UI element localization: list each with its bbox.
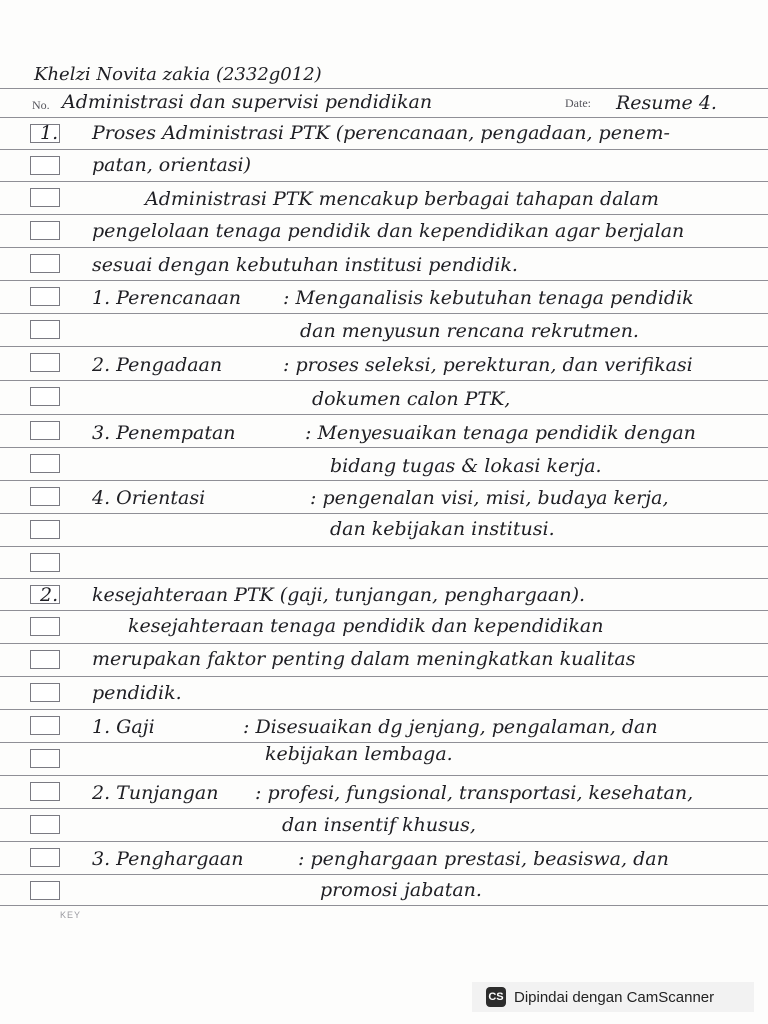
margin-checkbox <box>30 815 60 834</box>
ruled-line <box>0 610 768 611</box>
handwritten-line: pengelolaan tenaga pendidik dan kependidikan agar berjalan <box>92 220 685 242</box>
handwritten-line: Administrasi PTK mencakup berbagai tahapan dalam <box>145 188 659 210</box>
ruled-line <box>0 676 768 677</box>
ruled-line <box>0 280 768 281</box>
ruled-line <box>0 709 768 710</box>
handwritten-line: : profesi, fungsional, transportasi, kesehatan, <box>255 782 694 804</box>
handwritten-line: kebijakan lembaga. <box>265 743 453 765</box>
handwritten-line: : Menyesuaikan tenaga pendidik dengan <box>305 422 696 444</box>
handwritten-line: 4. Orientasi <box>92 487 206 509</box>
ruled-line <box>0 513 768 514</box>
camscanner-watermark <box>472 982 754 1012</box>
handwritten-line: 2. Tunjangan <box>92 782 219 804</box>
handwritten-line: 1. Gaji <box>92 716 155 738</box>
ruled-line <box>0 808 768 809</box>
ruled-line <box>0 643 768 644</box>
handwritten-line: bidang tugas & lokasi kerja. <box>330 455 602 477</box>
margin-checkbox <box>30 716 60 735</box>
margin-checkbox <box>30 188 60 207</box>
ruled-line <box>0 905 768 906</box>
handwritten-line: dan insentif khusus, <box>282 814 476 836</box>
handwritten-line: patan, orientasi) <box>92 154 252 176</box>
margin-checkbox <box>30 749 60 768</box>
handwritten-line: promosi jabatan. <box>320 879 482 901</box>
handwritten-line: sesuai dengan kebutuhan institusi pendidik. <box>92 254 518 276</box>
handwritten-line: 2. <box>40 584 59 606</box>
margin-checkbox <box>30 848 60 867</box>
handwritten-line: 2. Pengadaan <box>92 354 223 376</box>
ruled-line <box>0 480 768 481</box>
subject-title: Administrasi dan supervisi pendidikan <box>62 91 433 113</box>
handwritten-line: pendidik. <box>92 682 182 704</box>
handwritten-line: 1. Perencanaan <box>92 287 242 309</box>
margin-checkbox <box>30 650 60 669</box>
ruled-line <box>0 117 768 118</box>
margin-checkbox <box>30 353 60 372</box>
handwritten-line: kesejahteraan tenaga pendidik dan kependidikan <box>128 615 604 637</box>
date-label: Date: <box>565 96 591 110</box>
margin-checkbox <box>30 553 60 572</box>
ruled-line <box>0 447 768 448</box>
ruled-line <box>0 414 768 415</box>
margin-checkbox <box>30 387 60 406</box>
ruled-line <box>0 578 768 579</box>
ruled-line <box>0 841 768 842</box>
handwritten-line: 3. Penghargaan <box>92 848 244 870</box>
margin-checkbox <box>30 221 60 240</box>
ruled-line <box>0 313 768 314</box>
handwritten-line: : penghargaan prestasi, beasiswa, dan <box>298 848 669 870</box>
ruled-line <box>0 88 768 89</box>
margin-checkbox <box>30 156 60 175</box>
handwritten-line: : Menganalisis kebutuhan tenaga pendidik <box>283 287 694 309</box>
margin-checkbox <box>30 254 60 273</box>
handwritten-line: : Disesuaikan dg jenjang, pengalaman, dan <box>243 716 658 738</box>
ruled-line <box>0 775 768 776</box>
handwritten-line: 3. Penempatan <box>92 422 236 444</box>
ruled-line <box>0 181 768 182</box>
ruled-line <box>0 380 768 381</box>
margin-checkbox <box>30 520 60 539</box>
handwritten-line: Proses Administrasi PTK (perencanaan, pengadaan, penem- <box>92 122 670 144</box>
handwritten-line: 1. <box>40 122 59 144</box>
margin-checkbox <box>30 421 60 440</box>
handwritten-line: dokumen calon PTK, <box>312 388 511 410</box>
handwritten-line: kesejahteraan PTK (gaji, tunjangan, penghargaan). <box>92 584 586 606</box>
margin-checkbox <box>30 683 60 702</box>
ruled-line <box>0 874 768 875</box>
margin-checkbox <box>30 617 60 636</box>
handwritten-line: dan menyusun rencana rekrutmen. <box>300 320 639 342</box>
handwritten-line: : pengenalan visi, misi, budaya kerja, <box>310 487 669 509</box>
student-name-line: Khelzi Novita zakia (2332g012) <box>34 64 322 85</box>
ruled-line <box>0 247 768 248</box>
ruled-line <box>0 346 768 347</box>
margin-checkbox <box>30 881 60 900</box>
ruled-line <box>0 149 768 150</box>
ruled-line <box>0 546 768 547</box>
handwritten-line: : proses seleksi, perekturan, dan verifikasi <box>283 354 693 376</box>
no-label: No. <box>32 98 50 112</box>
camscanner-logo-icon: CS <box>486 987 506 1007</box>
ruled-line <box>0 214 768 215</box>
margin-checkbox <box>30 782 60 801</box>
margin-checkbox <box>30 320 60 339</box>
margin-checkbox <box>30 287 60 306</box>
handwritten-line: merupakan faktor penting dalam meningkatkan kualitas <box>92 648 636 670</box>
camscanner-text: Dipindai dengan CamScanner <box>514 988 715 1006</box>
handwritten-line: dan kebijakan institusi. <box>330 518 555 540</box>
notebook-brand: KEY <box>60 910 82 920</box>
margin-checkbox <box>30 487 60 506</box>
margin-checkbox <box>30 454 60 473</box>
resume-label: Resume 4. <box>616 92 717 114</box>
